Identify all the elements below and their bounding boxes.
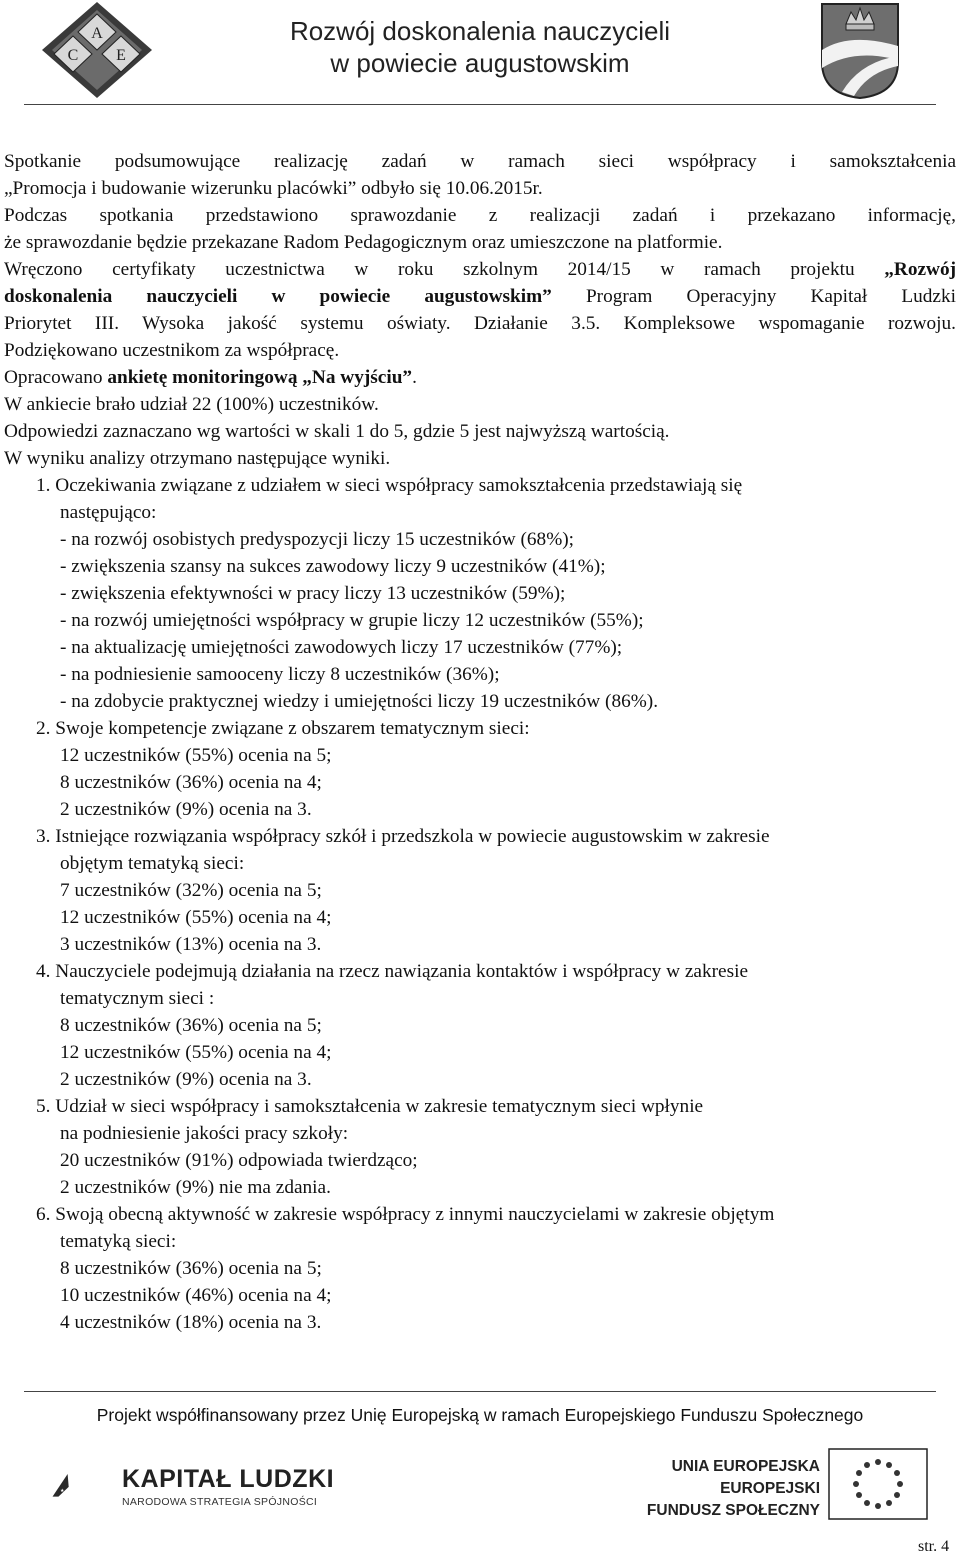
list-item-heading: 5. Udział w sieci współpracy i samokształcenia w zakresie tematycznym sieci wpłynie (36, 1096, 704, 1117)
results-intro-paragraph: W wyniku analizy otrzymano następujące wyniki. (4, 448, 391, 469)
list-item-line: 12 uczestników (55%) ocenia na 4; (60, 1042, 332, 1063)
results-item-6 (4, 1201, 956, 1336)
survey-text-a: Opracowano (4, 367, 108, 388)
list-item-line: - zwiększenia szansy na sukces zawodowy liczy 9 uczestników (41%); (60, 556, 606, 577)
list-item-line: 3 uczestników (13%) ocenia na 3. (60, 934, 322, 955)
footer-divider (24, 1391, 936, 1392)
list-item-line: 12 uczestników (55%) ocenia na 4; (60, 907, 332, 928)
list-item-line: 8 uczestników (36%) ocenia na 5; (60, 1258, 322, 1279)
certificate-paragraph-line2 (4, 283, 956, 310)
list-item-line: - na podniesienie samooceny liczy 8 uczestników (36%); (60, 664, 500, 685)
list-item-line: 2 uczestników (9%) ocenia na 3. (60, 799, 312, 820)
eu-label-line3: FUNDUSZ SPOŁECZNY (646, 1502, 820, 1519)
project-name-part2: doskonalenia nauczycieli w powiecie augustowskim” (4, 286, 552, 307)
eu-label-line1: UNIA EUROPEJSKA (671, 1458, 820, 1475)
list-item-line: 7 uczestników (32%) ocenia na 5; (60, 880, 322, 901)
certificate-paragraph-line1 (4, 256, 956, 283)
list-item-line: tematycznym sieci : (60, 988, 215, 1009)
list-item-line: - na aktualizację umiejętności zawodowych liczy 17 uczestników (77%); (60, 637, 623, 658)
list-item-heading: 6. Swoją obecną aktywność w zakresie współpracy z innymi nauczycielami w zakresie objętym (36, 1204, 775, 1225)
list-item-line: - na zdobycie praktycznej wiedzy i umiejętności liczy 19 uczestników (86%). (60, 691, 659, 712)
report-paragraph-line2: że sprawozdanie będzie przekazane Radom Pedagogicznym oraz umieszczone na platformie. (4, 232, 723, 253)
header-title-line1: Rozwój doskonalenia nauczycieli (289, 16, 671, 46)
list-item-heading: 4. Nauczyciele podejmują działania na rzecz nawiązania kontaktów i współpracy w zakresie (36, 961, 749, 982)
list-item-heading: 3. Istniejące rozwiązania współpracy szkół i przedszkola w powiecie augustowskim w zakresie (36, 826, 770, 847)
eu-fund-label (630, 1456, 820, 1522)
kapital-ludzki-subtitle: NARODOWA STRATEGIA SPÓJNOŚCI (122, 1496, 318, 1508)
participants-paragraph: W ankiecie brało udział 22 (100%) uczestników. (4, 394, 379, 415)
intro-paragraph-line2: „Promocja i budowanie wizerunku placówki” odbyło się 10.06.2015r. (4, 178, 543, 199)
logo-letter-a: A (91, 25, 103, 42)
list-item-line: następująco: (60, 502, 157, 523)
certificate-text-b: Program Operacyjny Kapitał Ludzki (551, 286, 956, 307)
kapital-ludzki-logo-icon (52, 1440, 122, 1530)
list-item-line: - na rozwój umiejętności współpracy w grupie liczy 12 uczestników (55%); (60, 610, 644, 631)
coat-of-arms-icon (820, 2, 900, 100)
page-header-title (215, 15, 745, 79)
header-title-line2: w powiecie augustowskim (330, 48, 630, 78)
results-item-5 (4, 1093, 956, 1201)
scale-paragraph: Odpowiedzi zaznaczano wg wartości w skali 1 do 5, gdzie 5 jest najwyższą wartością. (4, 421, 670, 442)
list-item-line: 2 uczestników (9%) ocenia na 3. (60, 1069, 312, 1090)
report-paragraph-line1: Podczas spotkania przedstawiono sprawozdanie z realizacji zadań i przekazano informację, (4, 205, 956, 226)
page-number: str. 4 (918, 1538, 950, 1555)
eu-flag-icon (828, 1448, 928, 1520)
eu-label-line2: EUROPEJSKI (720, 1480, 820, 1497)
list-item-line: 2 uczestników (9%) nie ma zdania. (60, 1177, 331, 1198)
logo-letter-c: C (67, 47, 79, 64)
thanks-paragraph: Podziękowano uczestnikom za współpracę. (4, 340, 340, 361)
list-item-line: 10 uczestników (46%) ocenia na 4; (60, 1285, 332, 1306)
results-item-4 (4, 958, 956, 1093)
survey-name: ankietę monitoringową „Na wyjściu” (107, 367, 413, 388)
cae-logo-icon (38, 0, 156, 100)
logo-letter-e: E (116, 47, 126, 64)
document-body (4, 148, 956, 1336)
list-item-line: 4 uczestników (18%) ocenia na 3. (60, 1312, 322, 1333)
intro-paragraph-line1: Spotkanie podsumowujące realizację zadań w ramach sieci współpracy i samokształcenia (4, 151, 956, 172)
survey-text-b: . (412, 367, 417, 388)
list-item-heading: 2. Swoje kompetencje związane z obszarem tematycznym sieci: (36, 718, 530, 739)
survey-paragraph (4, 364, 956, 391)
header-divider (24, 104, 936, 105)
results-list (4, 472, 956, 1336)
certificate-paragraph-line3: Priorytet III. Wysoka jakość systemu oświaty. Działanie 3.5. Kompleksowe wspomaganie rozwoju. (4, 313, 956, 334)
list-item-line: - zwiększenia efektywności w pracy liczy 13 uczestników (59%); (60, 583, 566, 604)
results-item-3 (4, 823, 956, 958)
list-item-line: 20 uczestników (91%) odpowiada twierdząco; (60, 1150, 418, 1171)
list-item-line: - na rozwój osobistych predyspozycji liczy 15 uczestników (68%); (60, 529, 575, 550)
list-item-line: 8 uczestników (36%) ocenia na 5; (60, 1015, 322, 1036)
list-item-line: 8 uczestników (36%) ocenia na 4; (60, 772, 322, 793)
footer-cofinance-text: Projekt współfinansowany przez Unię Europejską w ramach Europejskiego Funduszu Społecznego (96, 1405, 864, 1425)
results-item-2 (4, 715, 956, 823)
project-name-part1: „Rozwój (884, 259, 956, 280)
list-item-line: 12 uczestników (55%) ocenia na 5; (60, 745, 332, 766)
certificate-text-a: Wręczono certyfikaty uczestnictwa w roku szkolnym 2014/15 w ramach projektu (4, 259, 885, 280)
list-item-line: tematyką sieci: (60, 1231, 177, 1252)
list-item-heading: 1. Oczekiwania związane z udziałem w sieci współpracy samokształcenia przedstawiają się (36, 475, 743, 496)
results-item-1 (4, 472, 956, 715)
list-item-line: na podniesienie jakości pracy szkoły: (60, 1123, 349, 1144)
page-header (0, 0, 960, 105)
list-item-line: objętym tematyką sieci: (60, 853, 245, 874)
kapital-ludzki-title: KAPITAŁ LUDZKI (122, 1465, 335, 1493)
